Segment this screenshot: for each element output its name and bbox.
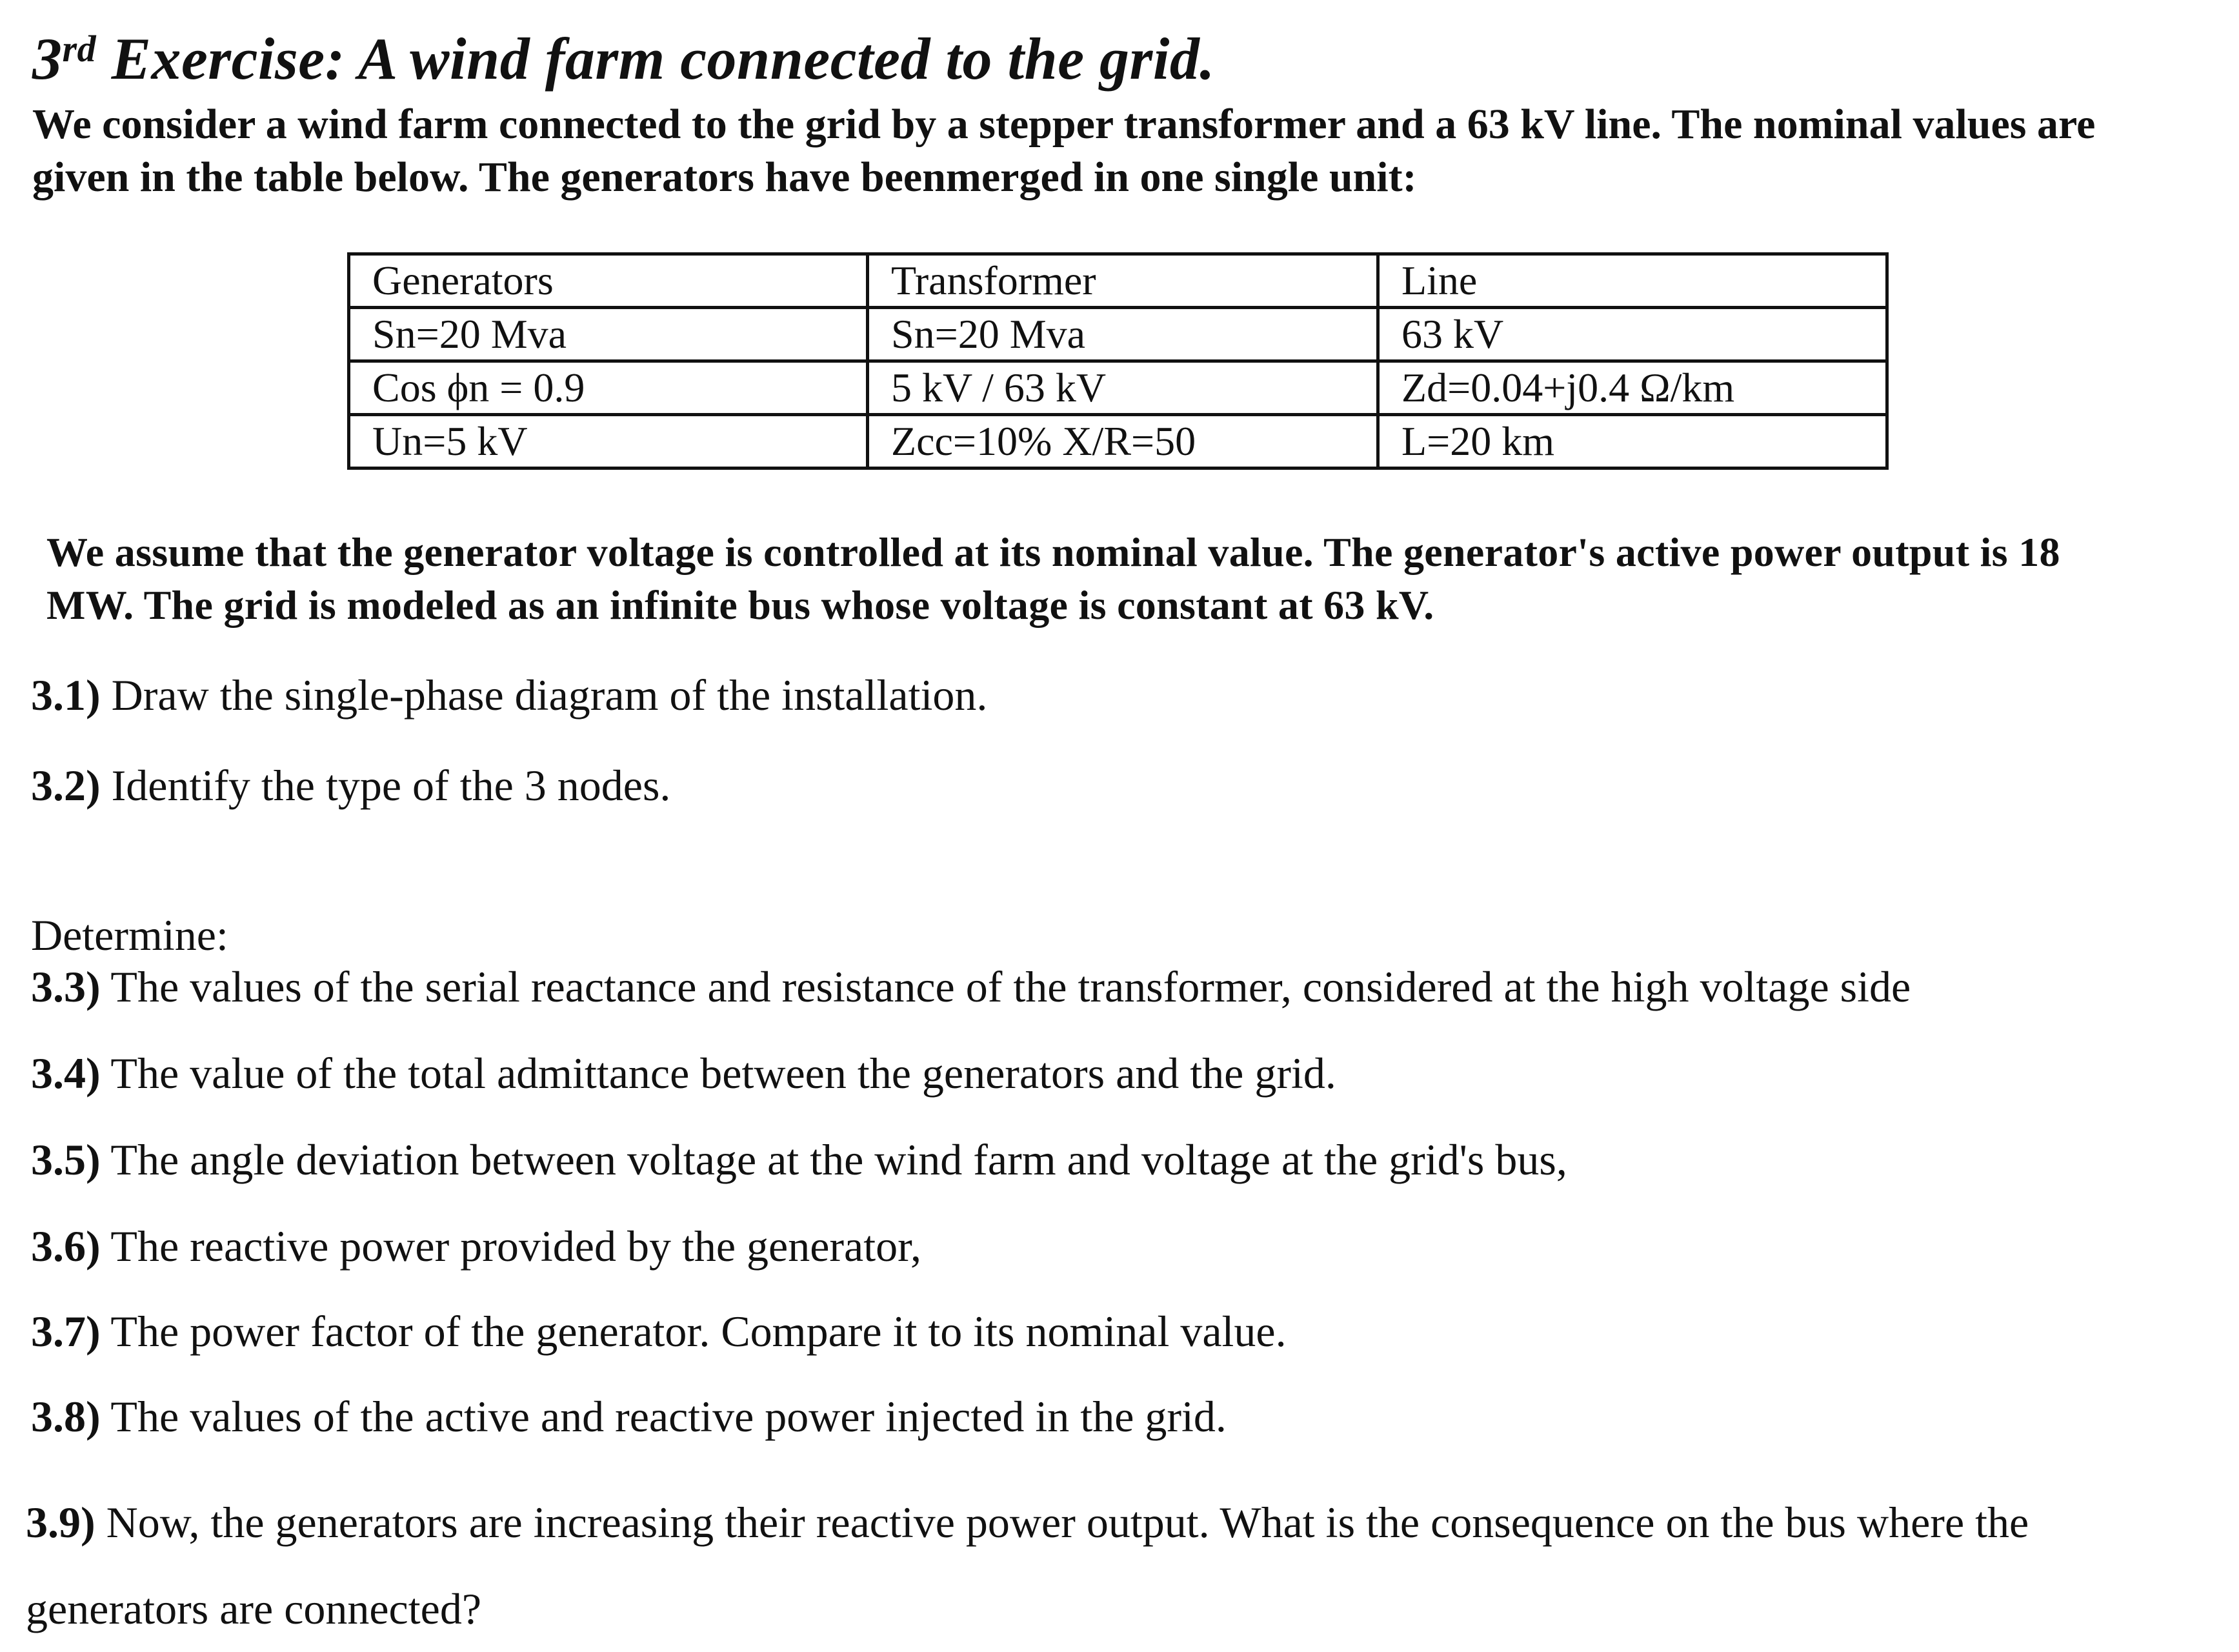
table-cell: 5 kV / 63 kV bbox=[868, 361, 1378, 415]
question-3-4 bbox=[31, 1048, 1336, 1099]
question-3-5 bbox=[31, 1134, 1567, 1185]
intro-paragraph: We consider a wind farm connected to the grid by a stepper transformer and a 63 kV line. The nominal values are given in the table below. The generators have beenmerged in one single unit: bbox=[32, 101, 2096, 201]
question-text: The values of the serial reactance and resistance of the transformer, considered at the high voltage side bbox=[100, 962, 1911, 1011]
question-number: 3.2) bbox=[31, 761, 101, 810]
table-cell: Sn=20 Mva bbox=[868, 308, 1378, 361]
question-3-9 bbox=[26, 1479, 2220, 1652]
question-number: 3.9) bbox=[26, 1498, 95, 1547]
header-line: Line bbox=[1378, 254, 1887, 308]
question-number: 3.1) bbox=[31, 670, 101, 720]
nominal-values-table bbox=[347, 252, 1889, 470]
table-cell: 63 kV bbox=[1378, 308, 1887, 361]
question-number: 3.8) bbox=[31, 1392, 101, 1441]
table-header-row bbox=[349, 254, 1887, 308]
table-cell: Zd=0.04+j0.4 Ω/km bbox=[1378, 361, 1887, 415]
table-cell: L=20 km bbox=[1378, 415, 1887, 468]
question-3-7 bbox=[31, 1306, 1287, 1357]
question-text: Draw the single-phase diagram of the installation. bbox=[100, 670, 988, 720]
header-generators: Generators bbox=[349, 254, 868, 308]
table-cell: Cos ϕn = 0.9 bbox=[349, 361, 868, 415]
table-cell: Zcc=10% X/R=50 bbox=[868, 415, 1378, 468]
question-text: Identify the type of the 3 nodes. bbox=[100, 761, 671, 810]
question-text: The power factor of the generator. Compare it to its nominal value. bbox=[100, 1307, 1287, 1356]
table-cell: Un=5 kV bbox=[349, 415, 868, 468]
question-number: 3.3) bbox=[31, 962, 101, 1011]
assumption-paragraph: We assume that the generator voltage is controlled at its nominal value. The generator's active power output is 18 MW. The grid is modeled as an infinite bus whose voltage is constant at 63 kV. bbox=[46, 529, 2060, 628]
question-text: The values of the active and reactive power injected in the grid. bbox=[100, 1392, 1227, 1441]
table-row bbox=[349, 361, 1887, 415]
title-number: 3 bbox=[32, 26, 63, 92]
question-number: 3.5) bbox=[31, 1135, 101, 1184]
question-number: 3.7) bbox=[31, 1307, 101, 1356]
exercise-title bbox=[32, 25, 1215, 93]
question-3-8 bbox=[31, 1391, 1227, 1442]
title-text: Exercise: A wind farm connected to the grid. bbox=[111, 26, 1215, 92]
table-row bbox=[349, 415, 1887, 468]
question-number: 3.4) bbox=[31, 1049, 101, 1098]
question-text: The reactive power provided by the generator, bbox=[100, 1222, 922, 1271]
question-3-6 bbox=[31, 1221, 921, 1272]
table-cell: Sn=20 Mva bbox=[349, 308, 868, 361]
table-row bbox=[349, 308, 1887, 361]
question-number: 3.6) bbox=[31, 1222, 101, 1271]
question-3-3 bbox=[31, 962, 1911, 1012]
title-ordinal-suffix: rd bbox=[62, 28, 97, 70]
question-text: The angle deviation between voltage at the wind farm and voltage at the grid's bus, bbox=[100, 1135, 1567, 1184]
question-text: The value of the total admittance between the generators and the grid. bbox=[100, 1049, 1336, 1098]
determine-label: Determine: bbox=[31, 911, 228, 960]
question-text: Now, the generators are increasing their reactive power output. What is the consequence on the bus where the generators are connected? bbox=[26, 1498, 2029, 1633]
question-3-2 bbox=[31, 760, 670, 811]
question-3-1 bbox=[31, 670, 987, 721]
header-transformer: Transformer bbox=[868, 254, 1378, 308]
